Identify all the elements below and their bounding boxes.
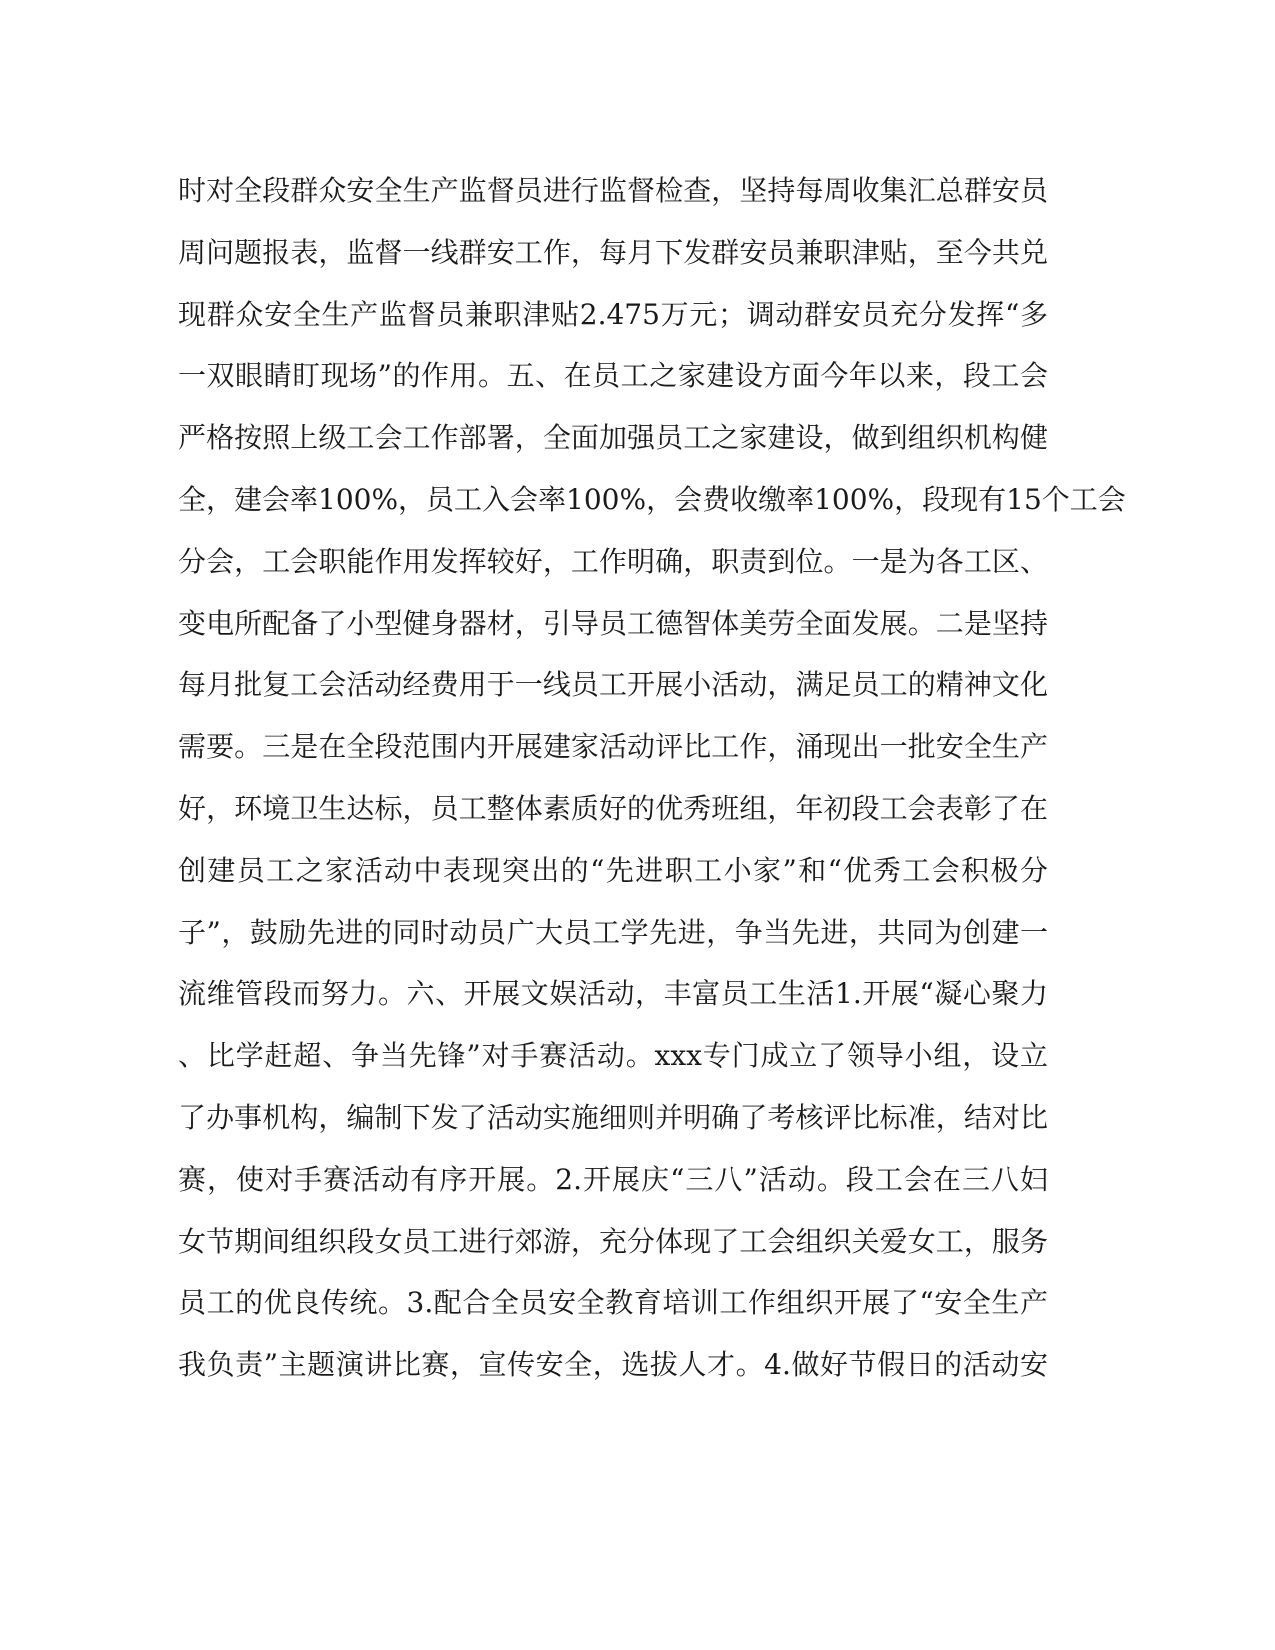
text-line: 分会，工会职能作用发挥较好，工作明确，职责到位。一是为各工区、 (178, 544, 1048, 578)
body-text (178, 160, 1126, 1396)
text-line: 每月批复工会活动经费用于一线员工开展小活动，满足员工的精神文化 (178, 668, 1048, 702)
text-line: 一双眼睛盯现场”的作用。五、在员工之家建设方面今年以来，段工会 (178, 359, 1048, 393)
text-line: 我负责”主题演讲比赛，宣传安全，选拔人才。4.做好节假日的活动安 (178, 1348, 1048, 1382)
text-line: 、比学赶超、争当先锋”对手赛活动。xxx专门成立了领导小组，设立 (178, 1039, 1048, 1073)
text-line: 女节期间组织段女员工进行郊游，充分体现了工会组织关爱女工，服务 (178, 1224, 1048, 1258)
text-line: 流维管段而努力。六、开展文娱活动，丰富员工生活1.开展“凝心聚力 (178, 977, 1048, 1011)
text-line: 变电所配备了小型健身器材，引导员工德智体美劳全面发展。二是坚持 (178, 606, 1048, 640)
text-line: 创建员工之家活动中表现突出的“先进职工小家”和“优秀工会积极分 (178, 853, 1048, 887)
text-line: 赛，使对手赛活动有序开展。2.开展庆“三八”活动。段工会在三八妇 (178, 1162, 1048, 1196)
text-line: 全，建会率100%，员工入会率100%，会费收缴率100%，段现有15个工会 (178, 482, 1126, 516)
text-line: 严格按照上级工会工作部署，全面加强员工之家建设，做到组织机构健 (178, 421, 1048, 455)
text-line: 时对全段群众安全生产监督员进行监督检查，坚持每周收集汇总群安员 (178, 174, 1048, 207)
text-line: 了办事机构，编制下发了活动实施细则并明确了考核评比标准，结对比 (178, 1100, 1048, 1134)
text-line: 员工的优良传统。3.配合全员安全教育培训工作组织开展了“安全生产 (178, 1286, 1048, 1320)
text-line: 需要。三是在全段范围内开展建家活动评比工作，涌现出一批安全生产 (178, 730, 1048, 764)
text-line: 好，环境卫生达标，员工整体素质好的优秀班组，年初段工会表彰了在 (178, 791, 1048, 825)
text-line: 周问题报表，监督一线群安工作，每月下发群安员兼职津贴，至今共兑 (178, 235, 1048, 269)
text-line: 现群众安全生产监督员兼职津贴2.475万元；调动群安员充分发挥“多 (178, 297, 1048, 331)
text-line: 子”，鼓励先进的同时动员广大员工学先进，争当先进，共同为创建一 (178, 915, 1048, 949)
